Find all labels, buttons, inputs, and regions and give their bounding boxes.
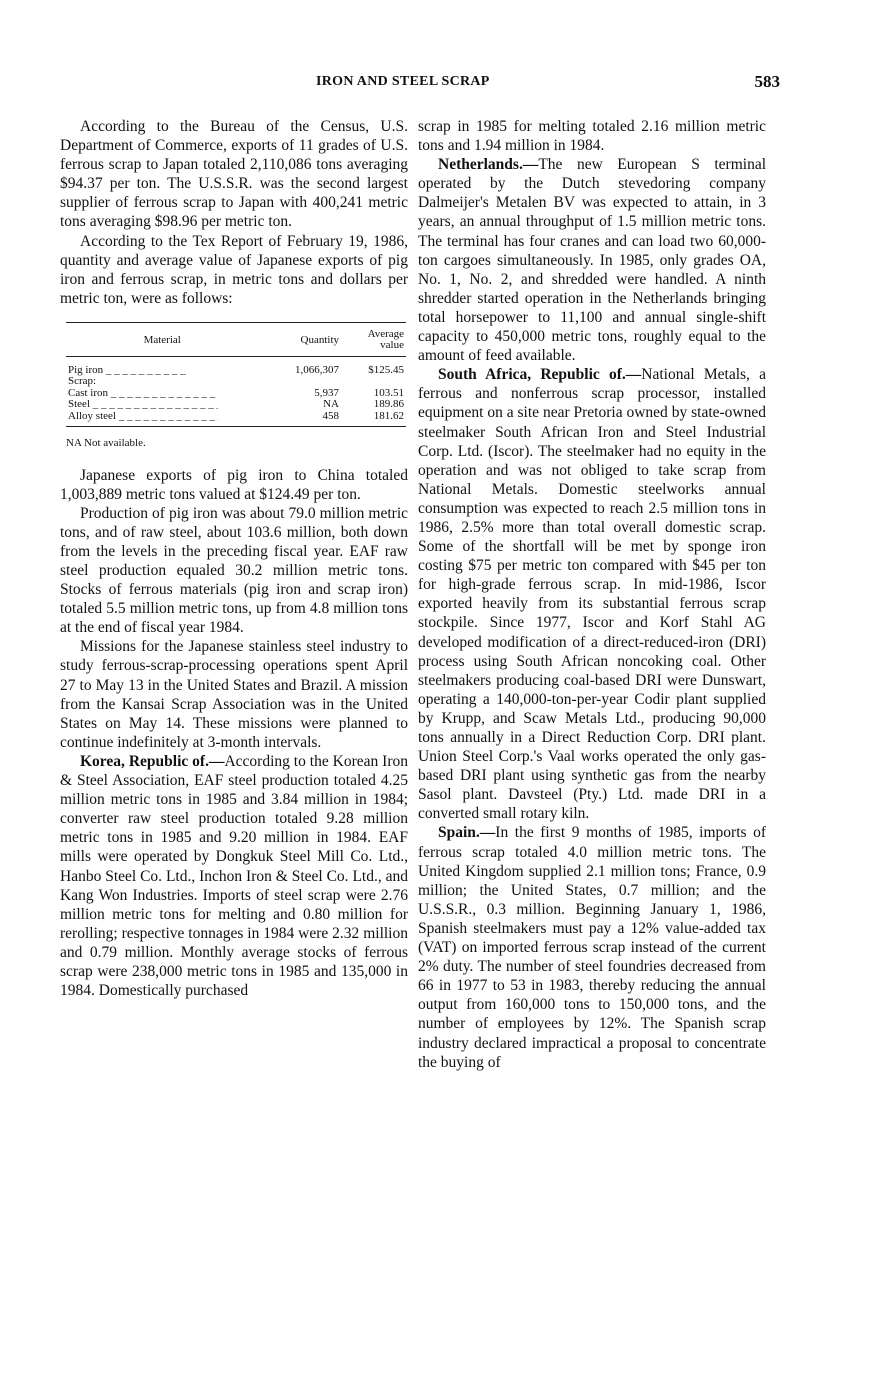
page-number: 583: [754, 72, 780, 91]
korea-text: According to the Korean Iron & Steel Association, EAF steel production totaled 4.25 million metric tons in 1985 and 3.84 million in 1984; converter raw steel production totaled 9.28 million metric tons in 1985 and 9.20 million in 1984. EAF mills were operated by Dongkuk Steel Mill Co. Ltd., Hanbo Steel Co. Ltd., Inchon Iron & Steel Co. Ltd., and Kang Won Industries. Imports of steel scrap were 2.76 million metric tons for melting and 0.80 million for rerolling; respective tonnages in 1984 were 2.32 million and 0.79 million. Monthly average stocks of ferrous scrap were 238,000 metric tons in 1985 and 135,000 in 1984. Domestically purchased: [60, 752, 408, 1000]
korea-heading: Korea, Republic of.—: [80, 752, 225, 770]
row-quantity: 458: [258, 411, 341, 427]
paragraph-tex-report: According to the Tex Report of February 19, 1986, quantity and average value of Japanese exports of pig iron and ferrous scrap, in metric tons and dollars per metric ton, were as follows:: [60, 232, 408, 307]
header-material: Material: [66, 322, 258, 356]
paragraph-census-exports: According to the Bureau of the Census, U.S. Department of Commerce, exports of 11 grades of U.S. ferrous scrap to Japan totaled 2,110,086 tons averaging $94.37 per ton. The U.S.S.R. was the second largest supplier of ferrous scrap to Japan with 400,241 metric tons averaging $98.96 per metric ton.: [60, 118, 408, 231]
row-quantity: 1,066,307: [295, 363, 339, 376]
paragraph-missions: Missions for the Japanese stainless steel industry to study ferrous-scrap-processing operations spent April 27 to May 13 in the United States and Brazil. A mission from the Kansai Scrap Association was in the United States on May 14. These missions were planned to continue indefinitely at 3-month intervals.: [60, 638, 408, 751]
spain-text: In the first 9 months of 1985, imports of ferrous scrap totaled 4.0 million metric tons. The United Kingdom supplied 2.1 million tons; France, 0.9 million; the United States, 0.7 million; and the U.S.S.R., 0.3 million. Beginning January 1, 1986, Spanish steelmakers must pay a 12% value-added tax (VAT) on imported ferrous scrap instead of the current 2% duty. The number of steel foundries decreased from 66 in 1977 to 53 in 1983, thereby reducing the annual output from 160,000 tons to 150,000 tons, and the number of employees by 12%. The Spanish scrap industry declared impractical a proposal to concentrate the buying of: [418, 824, 766, 1071]
japan-exports-table: [66, 322, 406, 428]
south-africa-text: National Metals, a ferrous and nonferrous scrap processor, installed equipment on a site near Pretoria owned by state-owned steelmaker South African Iron and Steel Industrial Corp. Ltd. (Iscor). The steelmaker had no equity in the operation and was not obliged to take scrap from National Metals. Domestic steelworks annual consumption was expected to reach 2.5 million tons in 1986, 2.5% more than total overall domestic scrap. Some of the shortfall will be met by sponge iron costing $75 per metric ton compared with $45 per ton for high-grade ferrous scrap. In mid-1986, Iscor exported heavily from its substantial ferrous scrap stockpile. Since 1977, Iscor and Korf Stahl AG developed modification of a direct-reduced-iron (DRI) process using South African noncoking coal. Other steelmakers producing coal-based DRI were Dunswart, operating a 140,000-ton-per-year Codir plant supplied by Krupp, and Scaw Metals Ltd., producing 90,000 tons annually in a Direct Reduction Corp. DRI plant. Union Steel Corp.'s Vaal works operated the only gas-based DRI plant using synthetic gas from the nearby Sasol plant. Davsteel (Pty.) Ltd. made DRI in a converted small rotary kiln.: [418, 366, 766, 823]
south-africa-heading: South Africa, Republic of.—: [438, 366, 642, 384]
right-column: [418, 117, 766, 1072]
table-row: [66, 411, 406, 427]
paragraph-korea: [60, 752, 408, 1000]
table-row: [66, 376, 406, 388]
netherlands-text: The new European S terminal operated by the Dutch stevedoring company Dalmeijer's Metalen BV was expected to attain, in 3 years, an annual throughput of 1.5 million metric tons. The terminal has four cranes and can load two 60,000-ton cargoes simultaneously. In 1985, only grades OA, No. 1, No. 2, and shredded were handled. A ninth shredder started operation in the Netherlands bringing total horsepower to 11,100 and annual single-shift capacity to 450,000 metric tons, roughly equal to the amount of feed available.: [418, 156, 766, 365]
row-quantity: 5,937: [314, 386, 339, 399]
row-label: Alloy steel _ _ _: [66, 411, 258, 427]
paragraph-south-africa: [418, 365, 766, 823]
row-value: 189.86: [373, 398, 404, 411]
netherlands-heading: Netherlands.—: [438, 156, 539, 174]
paragraph-korea-continued: scrap in 1985 for melting totaled 2.16 million metric tons and 1.94 million in 1984.: [418, 118, 766, 155]
table-row: [66, 399, 406, 411]
header-quantity: Quantity: [258, 322, 341, 356]
paragraph-spain: [418, 823, 766, 1071]
left-column: [60, 117, 408, 1000]
row-value: $125.45: [368, 363, 404, 376]
paragraph-pig-iron-china: Japanese exports of pig iron to China totaled 1,003,889 metric tons valued at $124.49 per ton.: [60, 466, 408, 503]
spain-heading: Spain.—: [438, 824, 496, 842]
table-row: [66, 356, 406, 376]
row-value: 103.51: [373, 386, 404, 399]
table-row: [66, 388, 406, 400]
table-header-row: [66, 322, 406, 356]
row-value: 181.62: [341, 411, 406, 427]
paragraph-netherlands: [418, 155, 766, 365]
header-average-value: Average value: [341, 322, 406, 356]
row-label: Scrap:: [68, 375, 97, 388]
paragraph-production: Production of pig iron was about 79.0 million metric tons, and of raw steel, about 103.6 million, both down from the levels in the preceding fiscal year. EAF raw steel production equaled 30.2 million metric tons. Stocks of ferrous materials (pig iron and scrap iron) totaled 5.5 million metric tons, up from 4.8 million tons at the end of fiscal year 1984.: [60, 504, 408, 637]
page-header: [60, 72, 780, 96]
table-footnote: NA Not available.: [66, 437, 146, 450]
row-quantity: NA: [323, 398, 339, 411]
row-label: Steel _ _ _: [66, 399, 258, 411]
row-label: Pig iron _ _ _: [66, 356, 258, 376]
running-title: IRON AND STEEL SCRAP: [316, 74, 490, 89]
row-label: Cast iron _ _ _: [66, 388, 258, 400]
